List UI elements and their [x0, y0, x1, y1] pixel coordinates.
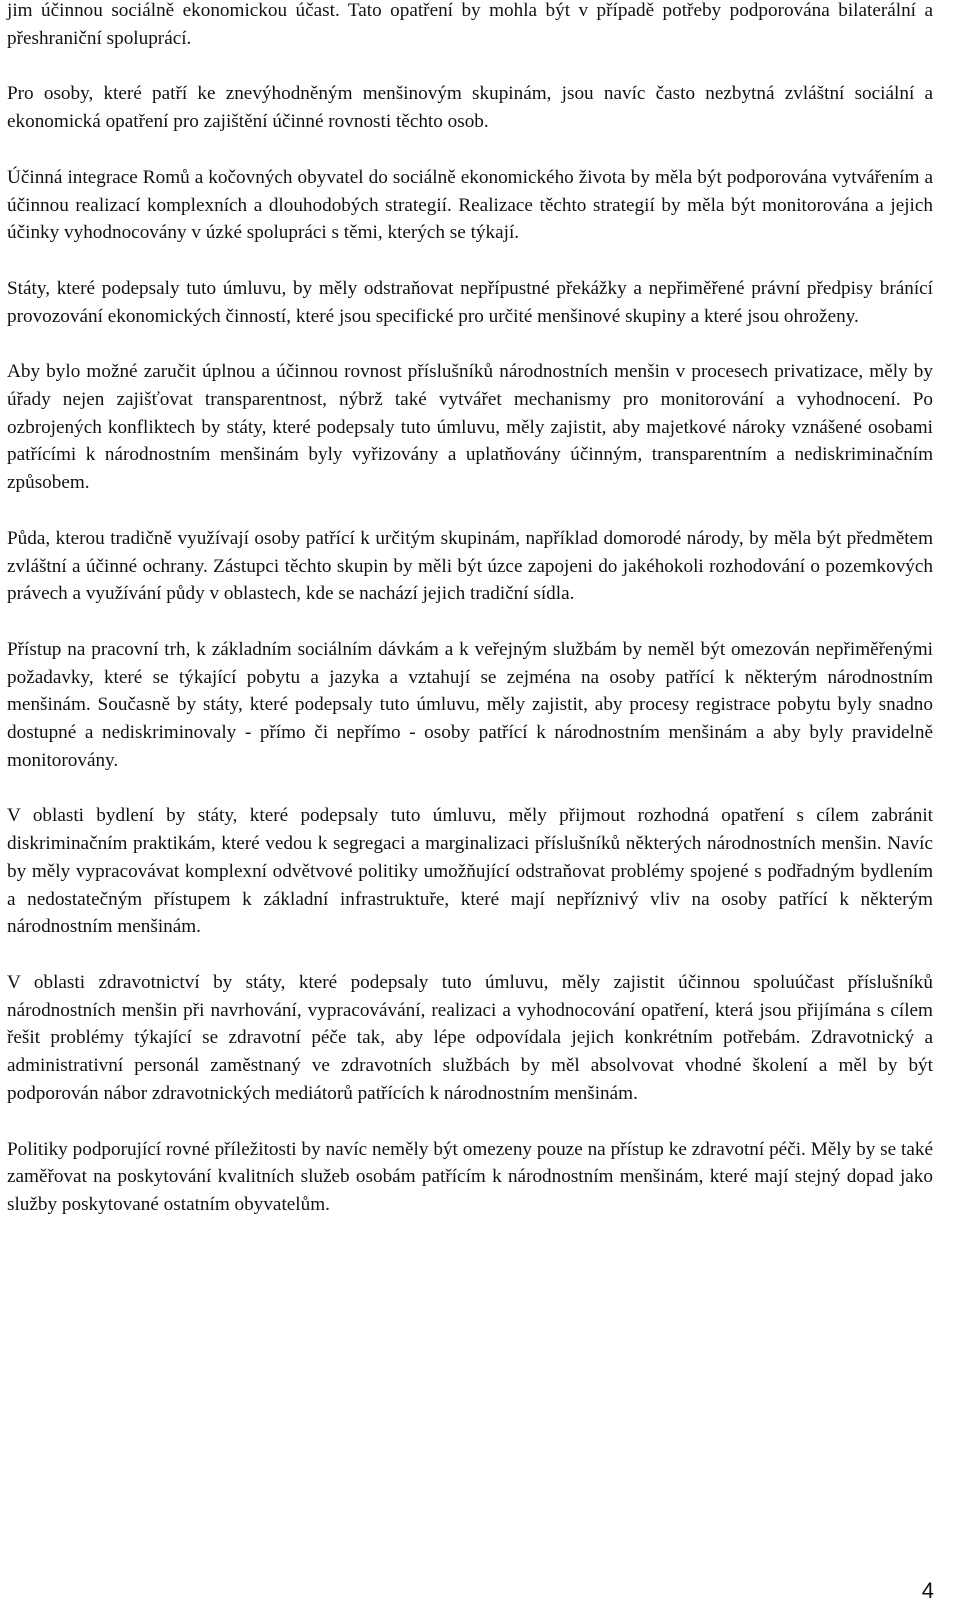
paragraph-economic-activities: Státy, které podepsaly tuto úmluvu, by měly odstraňovat nepřípustné překážky a nepřiměřené právní předpisy bránící provozování ekonomických činností, které jsou specifické pro určité menšinové skupiny a které jsou ohroženy. — [7, 277, 933, 327]
paragraph-land-protection: Půda, kterou tradičně využívají osoby patřící k určitým skupinám, například domorodé národy, by měla být předmětem zvláštní a účinné ochrany. Zástupci těchto skupin by měli být úzce zapojeni do jakéhokoli rozhodování o pozemkových právech a využívání půdy v oblastech, kde se nachází jejich tradiční sídla. — [7, 527, 933, 605]
paragraph-privatization: Aby bylo možné zaručit úplnou a účinnou rovnost příslušníků národnostních menšin v procesech privatizace, měly by úřady nejen zajišťovat transparentnost, nýbrž také vytvářet mechanismy pro monitorování a vyhodnocení. Po ozbrojených konfliktech by státy, které podepsaly tuto úmluvu, měly zajistit, aby majetkové nároky vznášené osobami patřícími k národnostním menšinám byly vyřizovány a uplatňovány účinným, transparentním a nediskriminačním způsobem. — [7, 361, 933, 494]
paragraph-social-economic-participation: jim účinnou sociálně ekonomickou účast. Tato opatření by mohla být v případě potřeby podporována bilaterální a přeshraniční spoluprácí. — [7, 0, 933, 49]
paragraph-housing: V oblasti bydlení by státy, které podepsaly tuto úmluvu, měly přijmout rozhodná opatření s cílem zabránit diskriminačním praktikám, které vedou k segregaci a marginalizaci příslušníků některých národnostních menšin. Navíc by měly vypracovávat komplexní odvětvové politiky umožňující odstraňovat problémy spojené s podřadným bydlením a nedostatečným přístupem k základní infrastruktuře, které mají nepříznivý vliv na osoby patřící k některým národnostním menšinám. — [7, 805, 933, 938]
paragraph-healthcare: V oblasti zdravotnictví by státy, které podepsaly tuto úmluvu, měly zajistit účinnou spoluúčast příslušníků národnostních menšin při navrhování, vypracovávání, realizaci a vyhodnocování opatření, která jsou přijímána s cílem řešit problémy týkající se zdravotní péče tak, aby lépe odpovídala jejich konkrétním potřebám. Zdravotnický a administrativní personál zaměstnaný ve zdravotních službách by měl absolvovat vhodné školení a měl by být podporován nábor zdravotnických mediátorů patřících k národnostním menšinám. — [7, 971, 933, 1104]
page-number: 4 — [921, 1578, 934, 1603]
document-page — [7, 0, 933, 1247]
paragraph-labour-market-access: Přístup na pracovní trh, k základním sociálním dávkám a k veřejným službám by neměl být omezován nepřiměřenými požadavky, které se týkající pobytu a jazyka a vztahují se zejména na osoby patřící k některým národnostním menšinám. Současně by státy, které podepsaly tuto úmluvu, měly zajistit, aby procesy registrace pobytu byly snadno dostupné a nediskriminovaly - přímo či nepřímo - osoby patřící k národnostním menšinám a aby byly pravidelně monitorovány. — [7, 638, 933, 771]
paragraph-roma-integration: Účinná integrace Romů a kočovných obyvatel do sociálně ekonomického života by měla být podporována vytvářením a účinnou realizací komplexních a dlouhodobých strategií. Realizace těchto strategií by měla být monitorována a jejich účinky vyhodnocovány v úzké spolupráci s těmi, kterých se týkají. — [7, 166, 933, 244]
paragraph-disadvantaged-groups: Pro osoby, které patří ke znevýhodněným menšinovým skupinám, jsou navíc často nezbytná zvláštní sociální a ekonomická opatření pro zajištění účinné rovnosti těchto osob. — [7, 83, 933, 133]
paragraph-equal-opportunities: Politiky podporující rovné příležitosti by navíc neměly být omezeny pouze na přístup ke zdravotní péči. Měly by se také zaměřovat na poskytování kvalitních služeb osobám patřícím k národnostním menšinám, které mají stejný dopad jako služby poskytované ostatním obyvatelům. — [7, 1138, 933, 1215]
